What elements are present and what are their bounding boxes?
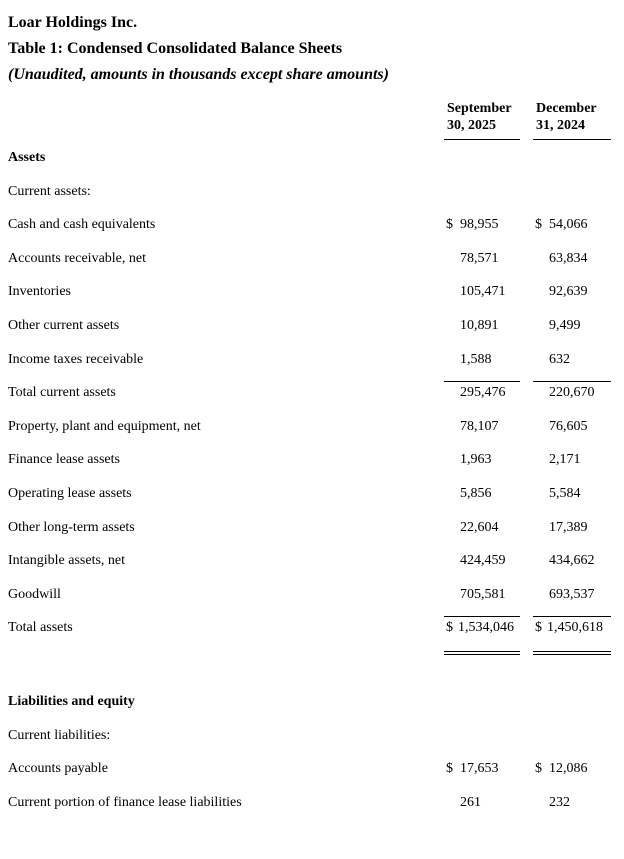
value-cell	[444, 275, 520, 309]
value-text: 1,963	[460, 452, 492, 468]
value-cell	[444, 376, 520, 410]
value-cell	[444, 578, 520, 612]
value-cell	[533, 275, 611, 309]
value-cell	[533, 175, 611, 209]
row-label: Accounts payable	[8, 761, 108, 777]
value-cell	[533, 477, 611, 511]
value-cell	[444, 242, 520, 276]
currency-symbol: $	[446, 620, 453, 636]
column-header-label: September 30, 2025	[447, 101, 512, 133]
value-text: 54,066	[549, 217, 588, 233]
table-subtitle: (Unaudited, amounts in thousands except share amounts)	[8, 66, 389, 83]
table-row	[8, 719, 611, 753]
section-spacer	[8, 655, 611, 685]
value-cell	[444, 175, 520, 209]
value-text: 424,459	[460, 553, 506, 569]
row-label: Other long-term assets	[8, 519, 135, 535]
row-label: Inventories	[8, 284, 71, 300]
value-text: 632	[549, 351, 570, 367]
value-text: 98,955	[460, 217, 499, 233]
table-row	[8, 410, 611, 444]
row-label: Goodwill	[8, 586, 61, 602]
value-text: 232	[549, 794, 570, 810]
table-row	[8, 544, 611, 578]
total-rule	[444, 381, 520, 382]
value-text: 434,662	[549, 553, 595, 569]
value-cell	[533, 242, 611, 276]
column-header-rule	[533, 139, 611, 140]
table-row	[8, 611, 611, 645]
row-label: Other current assets	[8, 317, 120, 333]
table-row	[8, 242, 611, 276]
value-text: 63,834	[549, 250, 588, 266]
value-cell	[444, 719, 520, 753]
total-rule	[533, 616, 611, 617]
row-label: Income taxes receivable	[8, 351, 144, 367]
column-header-rule	[444, 139, 520, 140]
value-cell	[444, 309, 520, 343]
value-text: 220,670	[549, 385, 595, 401]
row-label: Finance lease assets	[8, 452, 120, 468]
row-label: Intangible assets, net	[8, 553, 126, 569]
row-label: Total current assets	[8, 385, 116, 401]
value-text: 22,604	[460, 519, 499, 535]
table-row	[8, 309, 611, 343]
balance-sheet-rows	[8, 141, 611, 819]
row-label: Operating lease assets	[8, 485, 132, 501]
value-cell	[533, 786, 611, 820]
total-rule	[533, 381, 611, 382]
value-cell	[444, 611, 520, 645]
row-label: Property, plant and equipment, net	[8, 418, 201, 434]
value-cell	[533, 752, 611, 786]
currency-symbol: $	[535, 620, 542, 636]
table-row	[8, 477, 611, 511]
table-row	[8, 175, 611, 209]
value-cell	[444, 477, 520, 511]
row-label: Accounts receivable, net	[8, 250, 146, 266]
value-text: 17,389	[549, 519, 588, 535]
row-label: Current portion of finance lease liabilities	[8, 794, 242, 810]
value-text: 78,571	[460, 250, 499, 266]
value-cell	[533, 309, 611, 343]
value-cell	[444, 141, 520, 175]
value-cell	[533, 719, 611, 753]
row-label: Liabilities and equity	[8, 693, 135, 709]
value-text: 1,534,046	[458, 620, 514, 636]
row-label: Assets	[8, 150, 46, 165]
column-header-row	[8, 100, 611, 140]
value-cell	[533, 410, 611, 444]
value-text: 1,588	[460, 351, 492, 367]
table-row	[8, 275, 611, 309]
value-cell	[444, 786, 520, 820]
value-cell	[444, 208, 520, 242]
value-text: 295,476	[460, 385, 506, 401]
currency-symbol: $	[535, 217, 542, 233]
table-row	[8, 511, 611, 545]
value-cell	[444, 511, 520, 545]
value-cell	[533, 511, 611, 545]
value-text: 2,171	[549, 452, 581, 468]
table-title: Table 1: Condensed Consolidated Balance Sheets	[8, 40, 343, 57]
value-cell	[533, 544, 611, 578]
value-cell	[533, 343, 611, 377]
value-cell	[533, 685, 611, 719]
value-cell	[533, 376, 611, 410]
column-header-period-2	[533, 100, 611, 140]
table-row	[8, 786, 611, 820]
table-row	[8, 752, 611, 786]
value-text: 693,537	[549, 586, 595, 602]
column-header-label: December 31, 2024	[536, 101, 597, 133]
value-cell	[444, 343, 520, 377]
row-label: Cash and cash equivalents	[8, 217, 156, 233]
value-text: 76,605	[549, 418, 588, 434]
table-row	[8, 343, 611, 377]
value-text: 105,471	[460, 284, 506, 300]
currency-symbol: $	[535, 761, 542, 777]
value-text: 9,499	[549, 317, 581, 333]
value-text: 705,581	[460, 586, 506, 602]
value-cell	[444, 443, 520, 477]
row-label: Total assets	[8, 620, 73, 636]
value-text: 12,086	[549, 761, 588, 777]
value-cell	[444, 544, 520, 578]
table-row	[8, 685, 611, 719]
table-row	[8, 141, 611, 175]
row-label: Current liabilities:	[8, 727, 111, 743]
double-rule	[533, 651, 611, 655]
value-text: 5,584	[549, 485, 581, 501]
value-cell	[533, 141, 611, 175]
value-cell	[533, 208, 611, 242]
value-cell	[533, 443, 611, 477]
value-text: 5,856	[460, 485, 492, 501]
value-text: 92,639	[549, 284, 588, 300]
column-header-period-1	[444, 100, 520, 140]
value-text: 78,107	[460, 418, 499, 434]
table-row	[8, 443, 611, 477]
value-cell	[533, 578, 611, 612]
value-text: 10,891	[460, 317, 499, 333]
value-cell	[444, 410, 520, 444]
document-header	[8, 10, 611, 88]
table-row	[8, 208, 611, 242]
company-name: Loar Holdings Inc.	[8, 14, 138, 31]
row-label: Current assets:	[8, 183, 91, 199]
value-text: 1,450,618	[547, 620, 603, 636]
value-cell	[444, 752, 520, 786]
value-text: 261	[460, 794, 481, 810]
currency-symbol: $	[446, 761, 453, 777]
table-row	[8, 376, 611, 410]
double-rule	[444, 651, 520, 655]
table-row	[8, 578, 611, 612]
value-cell	[444, 685, 520, 719]
currency-symbol: $	[446, 217, 453, 233]
total-rule	[444, 616, 520, 617]
value-cell	[533, 611, 611, 645]
value-text: 17,653	[460, 761, 499, 777]
